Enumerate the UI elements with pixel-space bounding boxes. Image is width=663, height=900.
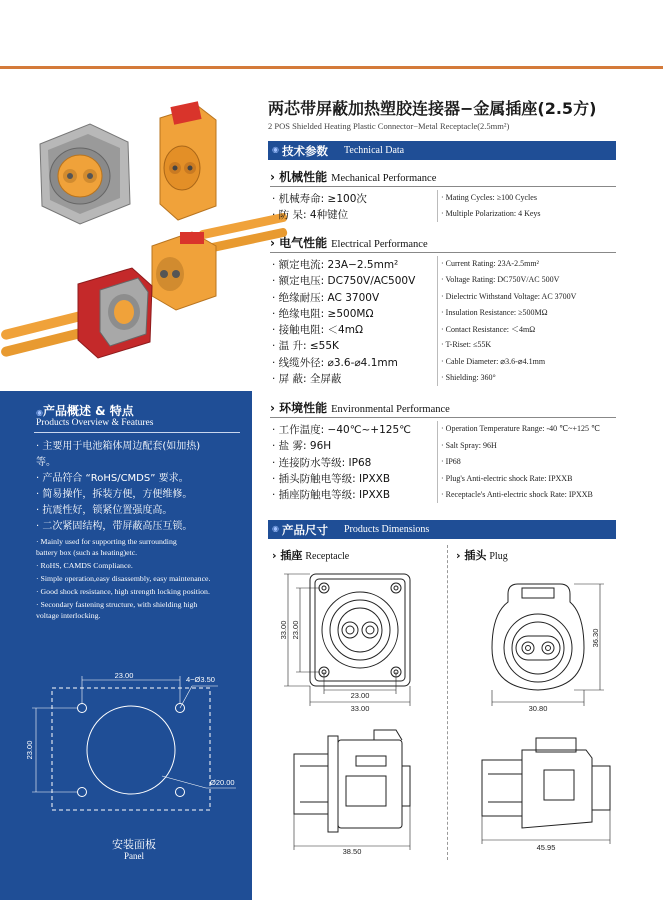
feature-en: · Mainly used for supporting the surrounding [36,537,177,546]
env-row-en: · Plug's Anti-electric shock Rate: IPXXB [441,474,573,483]
feature-zh: · 二次紧固结构，带屏蔽高压互锁。 [36,521,193,532]
receptacle-with-flange-photo [0,268,152,358]
dim-label: 23.00 [291,620,300,640]
dim-label: 36.30 [591,628,600,648]
receptacle-side-drawing [286,726,422,860]
feature-en: · Good shock resistance, high strength locking position. [36,587,210,596]
environmental-heading: › 环境性能 Environmental Performance [270,401,450,415]
env-row-en: · Receptacle's Anti-electric shock Rate: IPXXB [441,490,593,499]
panel-label-en: Panel [124,851,144,861]
technical-data-en: Technical Data [344,145,405,156]
elec-row-en: · Shielding: 360° [441,373,496,382]
feature-en: voltage interlocking. [36,611,101,620]
panel-label-zh: 安装面板 [112,838,156,851]
divider [270,252,616,253]
feature-zh: · 主要用于电池箱体周边配套(如加热) [36,441,201,452]
technical-data-zh: 技术参数 [282,144,328,158]
dim-label: 23.00 [114,671,134,680]
feature-zh: · 抗震性好，锁紧位置强度高。 [36,505,173,516]
dim-label: 38.50 [342,847,362,856]
mech-row-zh: · 防 呆: 4种键位 [272,209,349,221]
divider [270,186,616,187]
bullet-icon: ◉ [272,145,279,154]
feature-en: · Secondary fastening structure, with shielding high [36,600,198,609]
elec-row-en: · Insulation Resistance: ≥500MΩ [441,308,548,317]
metal-receptacle-photo [40,124,130,224]
mechanical-heading: › 机械性能 Mechanical Performance [270,170,437,184]
env-row-zh: · 工作温度: −40℃~+125℃ [272,424,411,436]
receptacle-heading: › 插座 Receptacle [272,549,350,562]
product-photo [20,96,265,386]
dim-label: 23.00 [350,691,370,700]
plug-side-drawing [474,730,624,860]
feature-en: · Simple operation,easy disassembly, easy maintenance. [36,574,211,583]
elec-row-zh: · 温 升: ≤55K [272,340,339,352]
env-row-en: · Salt Spray: 96H [441,441,497,450]
technical-data-bar [268,141,616,160]
elec-row-zh: · 绝缘电阻: ≥500MΩ [272,308,374,320]
elec-row-en: · Contact Resistance: ＜4mΩ [441,325,536,334]
dimensions-zh: 产品尺寸 [282,523,328,537]
elec-row-en: · Voltage Rating: DC750V/AC 500V [441,275,560,284]
mech-row-zh: · 机械寿命: ≥100次 [272,193,367,205]
plug-with-cables-photo [152,212,288,310]
bullet-icon: ◉ [272,524,279,533]
plug-front-drawing [478,578,618,718]
divider [437,190,438,222]
elec-row-zh: · 线缆外径: ⌀3.6-⌀4.1mm [272,357,398,369]
dim-label: 33.00 [279,620,288,640]
dimensions-bar [268,520,616,539]
orange-plug-photo [160,101,216,220]
divider [437,421,438,503]
elec-row-zh: · 屏 蔽: 全屏蔽 [272,373,342,385]
elec-row-en: · Current Rating: 23A-2.5mm² [441,259,539,268]
dim-label: 4−Ø3.50 [186,675,215,684]
mech-row-en: · Multiple Polarization: 4 Keys [441,209,541,218]
dim-label: 23.00 [25,740,34,760]
dim-label: 45.95 [536,843,556,852]
divider [447,545,448,860]
elec-row-zh: · 接触电阻: ＜4mΩ [272,324,363,336]
panel-drawing [22,668,244,828]
env-row-zh: · 盐 雾: 96H [272,440,332,452]
overview-title: ◉产品概述 & 特点 [36,404,134,418]
env-row-zh: · 插头防触电等级: IPXXB [272,473,391,485]
env-row-en: · IP68 [441,457,461,466]
env-row-zh: · 插座防触电等级: IPXXB [272,489,391,501]
dim-label: Ø20.00 [210,778,235,787]
mech-row-en: · Mating Cycles: ≥100 Cycles [441,193,537,202]
top-accent-line [0,66,663,69]
elec-row-zh: · 额定电压: DC750V/AC500V [272,275,416,287]
receptacle-front-drawing [279,568,422,718]
feature-en: battery box (such as heating)etc. [36,548,138,557]
feature-zh: 等。 [36,457,56,468]
divider [34,432,240,433]
elec-row-en: · Dielectric Withstand Voltage: AC 3700V [441,292,577,301]
dim-label: 30.80 [528,704,548,713]
plug-heading: › 插头 Plug [456,549,508,562]
env-row-zh: · 连接防水等级: IP68 [272,457,372,469]
feature-en: · RoHS, CAMDS Compliance. [36,561,133,570]
divider [437,256,438,386]
dim-label: 33.00 [350,704,370,713]
elec-row-zh: · 绝缘耐压: AC 3700V [272,292,380,304]
elec-row-en: · Cable Diameter: ⌀3.6-⌀4.1mm [441,357,546,366]
divider [270,417,616,418]
overview-subtitle: Products Overview & Features [36,418,154,428]
feature-zh: · 产品符合 “RoHS/CMDS” 要求。 [36,473,189,484]
electrical-heading: › 电气性能 Electrical Performance [270,236,428,250]
env-row-en: · Operation Temperature Range: -40 ℃~+125 ℃ [441,424,600,433]
elec-row-en: · T-Riset: ≤55K [441,340,492,349]
elec-row-zh: · 额定电流: 23A−2.5mm² [272,259,399,271]
page-title: 两芯带屏蔽加热塑胶连接器−金属插座(2.5方) [268,99,597,118]
feature-zh: · 简易操作，拆装方便，方便维修。 [36,489,193,500]
page-subtitle: 2 POS Shielded Heating Plastic Connector−Metal Receptacle(2.5mm²) [268,121,510,131]
dimensions-en: Products Dimensions [344,524,430,535]
